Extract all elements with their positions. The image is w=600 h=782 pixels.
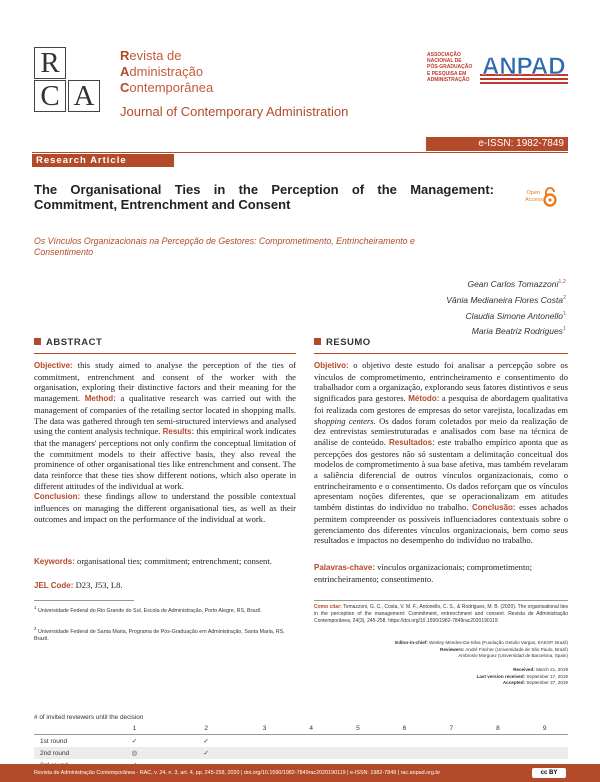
dates-block: Received: March 21, 2019 Last version received: September 17, 2019 Accepted: September 27, 2019 xyxy=(476,667,568,685)
affiliation-2: $^2$ Universidade Federal de Santa Maria, Programa de Pós-Graduação em Administração, Santa Maria, RS, Brazil. xyxy=(34,626,285,642)
affiliation-1: $^1$ Universidade Federal do Rio Grande do Sul, Escola de Administração, Porto Alegre, RS, Brazil. xyxy=(34,605,262,614)
page-footer xyxy=(0,764,600,782)
reviewers-caption: # of invited reviewers until the decision xyxy=(34,714,144,721)
author[interactable]: Gean Carlos Tomazzoni$^{1,2}$ xyxy=(467,278,566,289)
editors-block: Editor-in-chief: Wesley Mendes-Da-Silva (Fundação Getulio Vargas, EAESP, Brazil) Reviewers: André Fischer (Universidade de São Paulo, Brazil) Ambrosio Morguez (Universidad de Barcelona, Spain) xyxy=(395,640,568,658)
resumo-rule xyxy=(314,353,568,354)
abstract-rule xyxy=(34,353,296,354)
anpad-logo xyxy=(480,52,568,86)
resumo-body: Objetivo: o objetivo deste estudo foi analisar a percepção sobre os vínculos de comprometimento, entrincheiramento e consentimento do trabalhador com a organização, explorando seus fatores distintivos e seus significados para gestores. Método: a pesquisa de abordagem qualitativa foi realizada com gestores de empresas do setor varejista, localizadas em shopping centers. Os dados foram coletados por meio da realização de dez entrevistas semiestruturadas e analisados com base na técnica de análise de conteúdo. Resultados: este trabalho empírico aponta que as percepções dos gestores não só sustentam a delimitação conceitual dos modelos de comprometimento à sua base afetiva, mas também revelaram a saliência diferencial de outros vínculos organizacionais, como o entrincheiramento e o consentimento. Os dados reforçam que os vínculos apresentam noções diferentes, que se operacionalizam em atitudes também distintas do indivíduo no trabalho. Conclusão: esses achados permitem compreender os possíveis influenciadores contextuais sobre o gerenciamento dos diferentes vínculos organizacionais, bem como seus resultados e impactos no desempenho do indivíduo no trabalho. xyxy=(314,360,568,546)
citation: Como citar: Tomazzoni, G. C., Costa, V. M. F., Antonello, C. S., & Rodrigues, M. B. (2020). The organisational ties in the perception of the management: Commitment, entrenchment and consent. Revista de Administração Contemporânea, 24(3), 245-258. https://doi.org/10.1590/1982-7849rac2020190119 xyxy=(314,604,569,624)
journal-english-title: Journal of Contemporary Administration xyxy=(120,104,349,119)
abstract-keywords: Keywords: organisational ties; commitment; entrenchment; consent. xyxy=(34,556,272,566)
abstract-icon xyxy=(34,338,41,345)
affiliation-rule xyxy=(34,600,134,601)
anpad-association-text: ASSOCIAÇÃO NACIONAL DE PÓS-GRADUAÇÃO E PESQUISA EM ADMINISTRAÇÃO xyxy=(427,52,473,83)
resumo-heading: RESUMO xyxy=(314,337,371,348)
cc-license-icon[interactable]: cc BY xyxy=(532,768,566,778)
logo-letter-c: C xyxy=(34,80,66,112)
resumo-icon xyxy=(314,338,321,345)
reviewer-icon: ◎ xyxy=(98,747,171,759)
resumo-keywords: Palavras-chave: vínculos organizacionais; comprometimento; entrincheiramento; consentimento. xyxy=(314,562,533,584)
open-access-line-2: Access xyxy=(525,196,543,203)
article-title-portuguese: Os Vínculos Organizacionais na Percepção de Gestores: Comprometimento, Entrincheiramento e Consentimento xyxy=(34,236,415,257)
author-list xyxy=(446,275,566,338)
citation-rule xyxy=(314,600,568,601)
logo-letter-a: A xyxy=(68,80,100,112)
reviewer-icon: ✓ xyxy=(171,747,241,759)
journal-title: Revista de Administração Contemporânea xyxy=(120,48,214,95)
issn-bar: e-ISSN: 1982-7849 xyxy=(426,137,568,151)
abstract-heading: ABSTRACT xyxy=(34,337,102,348)
reviewers-header-row: 1 2 3 4 5 6 7 8 9 xyxy=(34,722,568,735)
logo-letter-r: R xyxy=(34,47,66,79)
reviewer-icon: ✓ xyxy=(203,738,209,745)
article-title: The Organisational Ties in the Perception of the Management: Commitment, Entrenchment and Consent xyxy=(34,182,494,212)
reviewer-icon: ✓ xyxy=(131,738,138,745)
open-access-line-1: Open xyxy=(526,190,540,196)
header-rule xyxy=(32,152,568,153)
abstract-body: Objective: this study aimed to analyse the perception of the ties of commitment, entrenchment and consent of the worker with the organisation, exploring their distinctive factors and their meaning for the management. Method: a qualitative research was carried out with the management of companies of the retailing sector located in shopping malls. The data was gathered through ten semi-structured interviews and analysed using the content analysis technique. Results: this empirical work indicates that the managers' perceptions not only confirm the conceptual limitation of the commitment models to their affective basis, they also reveal the prominence of other organisational ties like entrenchment and consent. The data reinforce that these ties show different notions, which also operate in different attitudes of the individual at work. Conclusion: these findings allow to understand the possible contextual influences on managing the different organisational ties, as well as their outcomes and impact on the performance of the individual at work. xyxy=(34,360,296,524)
abstract-jel: JEL Code: D23, J53, L8. xyxy=(34,580,123,590)
open-access-lock-icon xyxy=(543,187,557,207)
author[interactable]: Vânia Medianeira Flores Costa$^2$ xyxy=(446,294,566,305)
footer-text[interactable]: Revista de Administração Contemporânea - RAC, v. 24, n. 3, art. 4, pp. 245-258, 2020 | doi.org/10.1590/1982-7849rac2020190119 | e-ISSN: 1982-7849 | rac.anpad.org.br xyxy=(34,770,441,776)
author[interactable]: Maria Beatriz Rodrigues$^1$ xyxy=(471,326,566,337)
reviewers-row: 1st round ✓ ✓ xyxy=(34,735,568,748)
svg-text:ANPAD: ANPAD xyxy=(482,53,566,80)
author[interactable]: Claudia Simone Antonello$^1$ xyxy=(465,310,566,321)
reviewers-row: 2nd round ◎ ✓ xyxy=(34,747,568,759)
section-label: Research Article xyxy=(32,154,174,167)
